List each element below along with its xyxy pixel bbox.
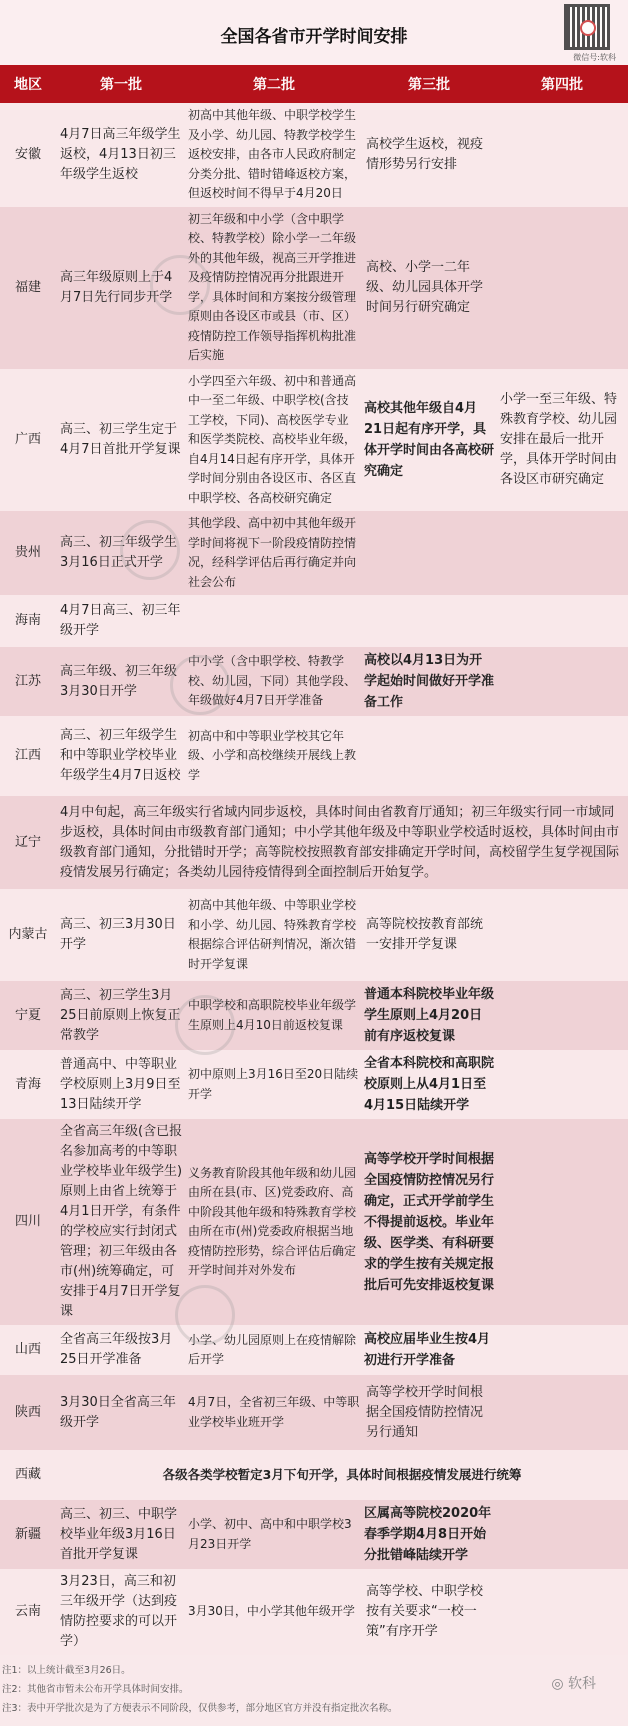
batch-2-cell: 小学四至六年级、初中和普通高中一至二年级、中职学校(含技工学校，下同)、高校医学专业和医学类院校、高校毕业年级，自4月14日起有序开学，具体开学时间分别由各设区市、各区直中职学校、各高校研究确定 [186,369,362,512]
batch-3-cell [362,595,496,647]
batch-2-cell [186,595,362,647]
table-row [0,1500,628,1569]
region-cell: 海南 [0,595,56,647]
batch-4-cell [496,647,628,716]
batch-1-cell: 高三、初三年级学生3月16日正式开学 [56,511,186,595]
batch-1-cell: 高三、初三学生3月25日前原则上恢复正常教学 [56,981,186,1050]
batch-1-cell: 高三、初三3月30日开学 [56,889,186,981]
batch-2-cell: 初三年级和中小学（含中职学校、特教学校）除小学一二年级外的其他年级，视高三开学推进及疫情防控情况再分批跟进开学，具体时间和方案按分级管理原则由各设区市或县（市、区）疫情防控工作领导指挥机构批准后实施 [186,207,362,369]
batch-4-cell [496,511,628,595]
batch-3-cell: 高等学校、中职学校按有关要求“一校一策”有序开学 [362,1569,496,1655]
batch-4-cell [496,716,628,796]
table-header [0,65,628,103]
region-cell: 陕西 [0,1375,56,1450]
batch-2-cell: 小学、幼儿园原则上在疫情解除后开学 [186,1325,362,1375]
table-row [0,647,628,716]
table-row [0,1325,628,1375]
batch-2-cell: 初高中其他年级、中职学校学生及小学、幼儿园、特教学校学生返校安排，由各市人民政府制定分类分批、错时错峰返校方案，但返校时间不得早于4月20日 [186,103,362,207]
merged-cell: 4月中旬起，高三年级实行省域内同步返校，具体时间由省教育厅通知；初三年级实行同一市域同步返校，具体时间由市级教育部门通知；中小学其他年级及中等职业学校适时返校，具体时间由市级教育部门通知，分批错时开学；高等院校按照教育部安排确定开学时间，高校留学生复学视国际疫情发展另行确定；各类幼儿园待疫情得到全面控制后开始复学。 [56,796,628,889]
batch-3-cell: 高校以4月13日为开学起始时间做好开学准备工作 [362,647,496,716]
table-row [0,1375,628,1450]
batch-3-cell: 区属高等院校2020年春季学期4月8日开始分批错峰陆续开学 [362,1500,496,1569]
wechat-logo [551,1675,596,1694]
table-row [0,1569,628,1655]
schedule-table [0,65,628,1655]
batch-4-cell [496,1119,628,1325]
batch-3-cell: 高校其他年级自4月21日起有序开学，具体开学时间由各高校研究确定 [362,369,496,512]
note-1: 注1：以上统计截至3月26日。 [2,1665,131,1676]
batch-3-cell: 高校学生返校，视疫情形势另行安排 [362,103,496,207]
region-cell: 新疆 [0,1500,56,1569]
batch-1-cell: 全省高三年级按3月25日开学准备 [56,1325,186,1375]
batch-1-cell: 高三年级、初三年级3月30日开学 [56,647,186,716]
table-row [0,1450,628,1500]
merged-cell: 各级各类学校暂定3月下旬开学，具体时间根据疫情发展进行统筹 [56,1450,628,1500]
batch-2-cell: 4月7日，全省初三年级、中等职业学校毕业班开学 [186,1375,362,1450]
batch-3-cell: 高校应届毕业生按4月初进行开学准备 [362,1325,496,1375]
header-batch-3: 第三批 [362,65,496,103]
table-row [0,595,628,647]
batch-1-cell: 3月23日，高三和初三年级开学（达到疫情防控要求的可以开学） [56,1569,186,1655]
region-cell: 云南 [0,1569,56,1655]
batch-2-cell: 初高中其他年级、中等职业学校和小学、幼儿园、特殊教育学校根据综合评估研判情况，渐次错时开学复课 [186,889,362,981]
batch-3-cell: 高校、小学一二年级、幼儿园具体开学时间另行研究确定 [362,207,496,369]
table-row [0,511,628,595]
region-cell: 安徽 [0,103,56,207]
batch-3-cell: 普通本科院校毕业年级学生原则上4月20日前有序返校复课 [362,981,496,1050]
title-bar [0,0,628,65]
batch-3-cell: 高等学校开学时间根据全国疫情防控情况另行确定，正式开学前学生不得提前返校。毕业年级、医学类、有科研要求的学生按有关规定报批后可先安排返校复课 [362,1119,496,1325]
region-cell: 广西 [0,369,56,512]
header-batch-1: 第一批 [56,65,186,103]
batch-4-cell [496,595,628,647]
batch-1-cell: 4月7日高三年级学生返校，4月13日初三年级学生返校 [56,103,186,207]
table-row [0,1119,628,1325]
batch-2-cell: 其他学段、高中初中其他年级开学时间将视下一阶段疫情防控情况，经科学评估后再行确定并向社会公布 [186,511,362,595]
batch-1-cell: 高三、初三年级学生和中等职业学校毕业年级学生4月7日返校 [56,716,186,796]
batch-2-cell: 义务教育阶段其他年级和幼儿园由所在县(市、区)党委政府、高中阶段其他年级和特殊教育学校由所在市(州)党委政府根据当地疫情防控形势，综合评估后确定开学时间并对外发布 [186,1119,362,1325]
batch-1-cell: 3月30日全省高三年级开学 [56,1375,186,1450]
batch-4-cell [496,1050,628,1119]
batch-4-cell [496,981,628,1050]
batch-3-cell [362,716,496,796]
region-cell: 福建 [0,207,56,369]
qr-code-icon [564,4,610,50]
batch-4-cell [496,889,628,981]
region-cell: 青海 [0,1050,56,1119]
batch-1-cell: 高三、初三学生定于4月7日首批开学复课 [56,369,186,512]
batch-4-cell [496,1500,628,1569]
header-region: 地区 [0,65,56,103]
region-cell: 贵州 [0,511,56,595]
table-row [0,981,628,1050]
region-cell: 内蒙古 [0,889,56,981]
batch-1-cell: 普通高中、中等职业学校原则上3月9日至13日陆续开学 [56,1050,186,1119]
batch-2-cell: 初中原则上3月16日至20日陆续开学 [186,1050,362,1119]
batch-2-cell: 小学、初中、高中和中职学校3月23日开学 [186,1500,362,1569]
region-cell: 山西 [0,1325,56,1375]
notes [0,1655,628,1726]
batch-3-cell: 高等院校按教育部统一安排开学复课 [362,889,496,981]
batch-1-cell: 全省高三年级(含已报名参加高考的中等职业学校毕业年级学生)原则上由省上统筹于4月1日开学，有条件的学校应实行封闭式管理；初三年级由各市(州)统筹确定，可安排于4月7日开学复课 [56,1119,186,1325]
table-row [0,207,628,369]
region-cell: 四川 [0,1119,56,1325]
table-row [0,889,628,981]
batch-3-cell [362,511,496,595]
region-cell: 江西 [0,716,56,796]
batch-4-cell [496,207,628,369]
table-row [0,796,628,889]
batch-4-cell [496,1569,628,1655]
region-cell: 辽宁 [0,796,56,889]
note-2: 注2：其他省市暂未公布开学具体时间安排。 [2,1684,189,1695]
table-row [0,369,628,512]
wechat-icon: ◎ [551,1676,568,1692]
batch-1-cell: 高三、初三、中职学校毕业年级3月16日首批开学复课 [56,1500,186,1569]
logo-text: 软科 [568,1676,596,1692]
region-cell: 西藏 [0,1450,56,1500]
batch-4-cell [496,103,628,207]
batch-4-cell [496,1375,628,1450]
wechat-id: 微信号:软科 [573,53,616,62]
note-3: 注3：表中开学批次是为了方便表示不同阶段，仅供参考，部分地区官方并没有指定批次名称。 [2,1703,398,1714]
batch-3-cell: 全省本科院校和高职院校原则上从4月1日至4月15日陆续开学 [362,1050,496,1119]
batch-2-cell: 中职学校和高职院校毕业年级学生原则上4月10日前返校复课 [186,981,362,1050]
batch-1-cell: 4月7日高三、初三年级开学 [56,595,186,647]
batch-4-cell [496,1325,628,1375]
batch-2-cell: 初高中和中等职业学校其它年级、小学和高校继续开展线上教学 [186,716,362,796]
table-row [0,716,628,796]
table-row [0,1050,628,1119]
batch-2-cell: 3月30日，中小学其他年级开学 [186,1569,362,1655]
batch-3-cell: 高等学校开学时间根据全国疫情防控情况另行通知 [362,1375,496,1450]
page-title: 全国各省市开学时间安排 [220,27,408,47]
batch-2-cell: 中小学（含中职学校、特教学校、幼儿园，下同）其他学段、年级做好4月7日开学准备 [186,647,362,716]
batch-4-cell: 小学一至三年级、特殊教育学校、幼儿园安排在最后一批开学，具体开学时间由各设区市研究确定 [496,369,628,512]
batch-1-cell: 高三年级原则上于4月7日先行同步开学 [56,207,186,369]
header-batch-2: 第二批 [186,65,362,103]
header-batch-4: 第四批 [496,65,628,103]
table-row [0,103,628,207]
region-cell: 江苏 [0,647,56,716]
region-cell: 宁夏 [0,981,56,1050]
